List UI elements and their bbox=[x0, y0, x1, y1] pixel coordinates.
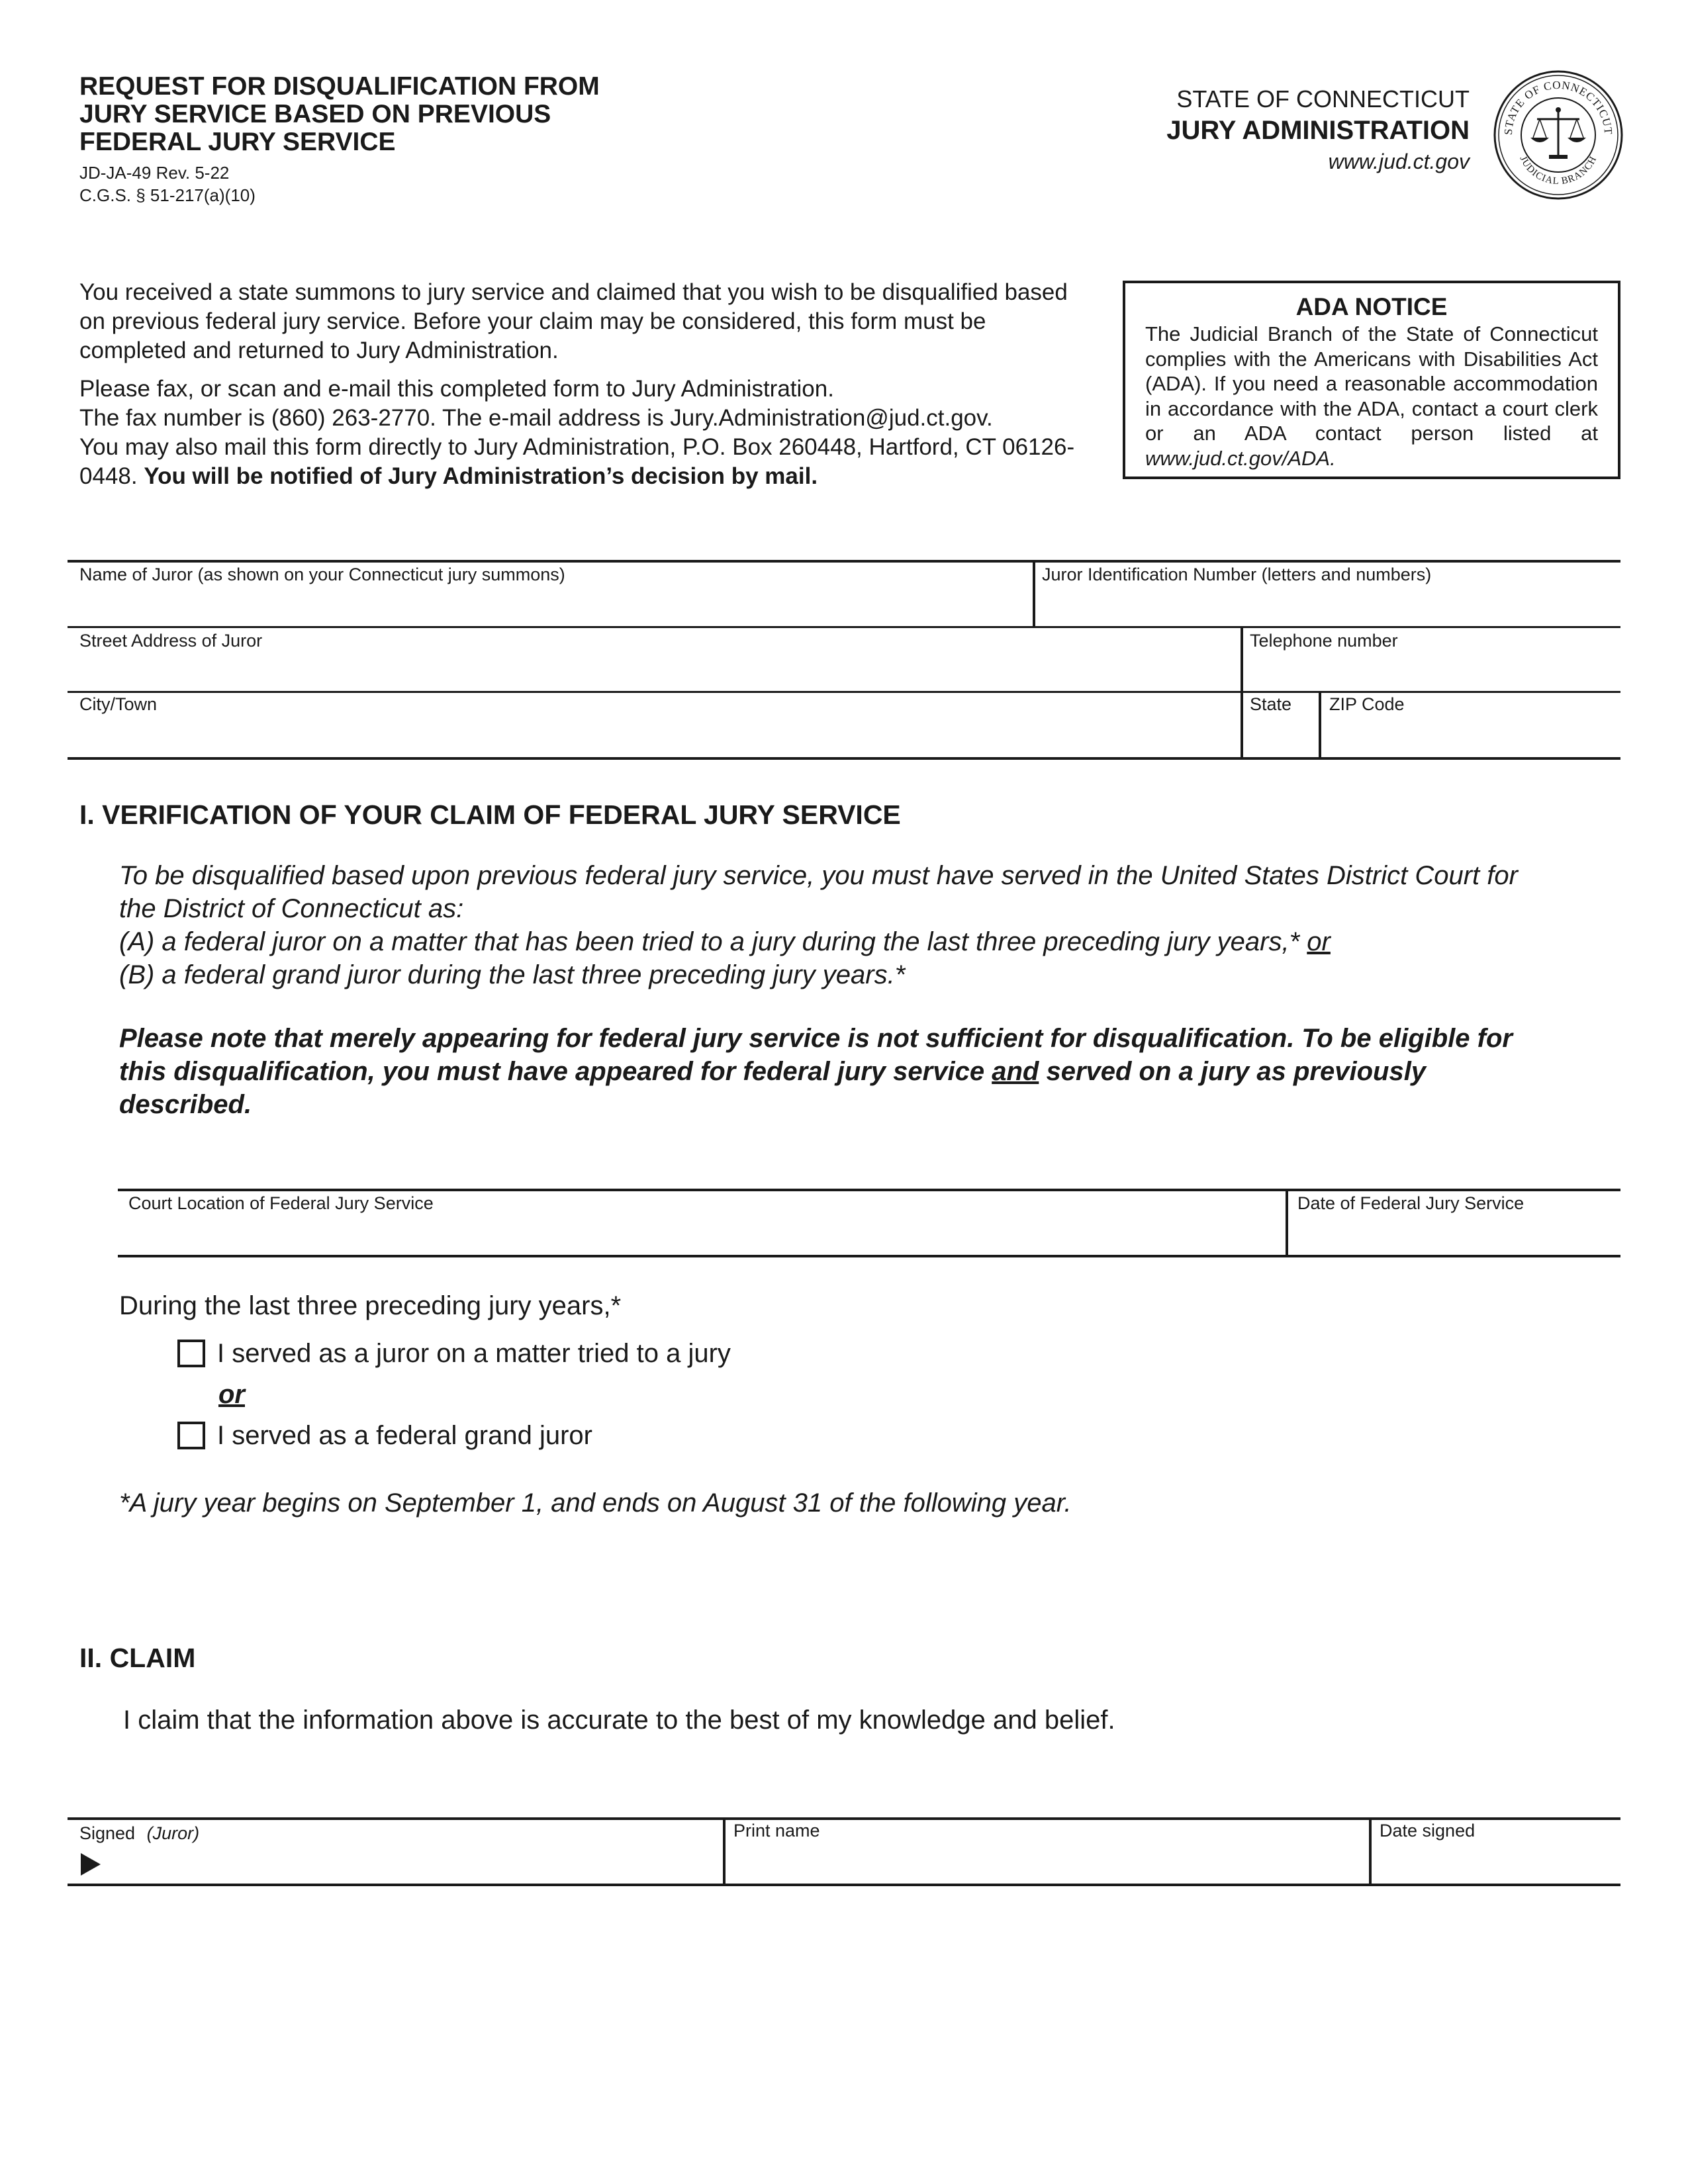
grid-line bbox=[68, 691, 1620, 693]
intro-paragraph-1: You received a state summons to jury service and claimed that you wish to be disqualified based on previous federal jury service. Before your claim may be considered, this form must be completed and returned to Jury Administration. bbox=[79, 279, 1068, 363]
agency-block bbox=[1166, 85, 1470, 176]
state-label: State bbox=[1250, 694, 1292, 714]
instructions-or: or bbox=[1307, 927, 1331, 956]
section-1-instructions bbox=[119, 859, 1602, 991]
grid-divider bbox=[1241, 626, 1243, 758]
seal-bottom-text: JUDICIAL BRANCH bbox=[1517, 154, 1599, 187]
intro-mail-line: You may also mail this form directly to Jury Administration, P.O. Box 260448, Hartford, CT 06126-0448. bbox=[79, 434, 1075, 489]
seal-top-text: STATE OF CONNECTICUT bbox=[1501, 78, 1615, 136]
signed-role: (Juror) bbox=[146, 1823, 200, 1843]
form-title-line-2: JURY SERVICE BASED ON PREVIOUS bbox=[79, 100, 551, 128]
print-name-input[interactable] bbox=[729, 1844, 1365, 1882]
section-2-heading: II. CLAIM bbox=[79, 1643, 196, 1673]
form-meta bbox=[79, 161, 256, 206]
instructions-line-2: the District of Connecticut as: bbox=[119, 894, 464, 923]
state-input[interactable] bbox=[1247, 716, 1316, 756]
grid-divider bbox=[1286, 1189, 1288, 1256]
grid-line bbox=[68, 560, 1620, 563]
intro-notification: You will be notified of Jury Administration’s decision by mail. bbox=[144, 463, 818, 489]
note-line-2-end: served on a jury as previously bbox=[1046, 1057, 1427, 1086]
juror-id-input[interactable] bbox=[1039, 586, 1618, 625]
city-input[interactable] bbox=[73, 716, 1237, 756]
grid-line bbox=[68, 1884, 1620, 1886]
court-location-input[interactable] bbox=[123, 1215, 1282, 1253]
grand-juror-checkbox[interactable] bbox=[177, 1422, 205, 1449]
print-name-label: Print name bbox=[733, 1821, 820, 1841]
grand-juror-label: I served as a federal grand juror bbox=[217, 1421, 592, 1450]
ada-notice-box bbox=[1123, 281, 1620, 479]
service-date-input[interactable] bbox=[1293, 1215, 1618, 1253]
court-location-label: Court Location of Federal Jury Service bbox=[128, 1193, 434, 1213]
grid-divider bbox=[1319, 691, 1321, 758]
ada-notice-text: The Judicial Branch of the State of Connecticut complies with the Americans with Disabilities Act (ADA). If you need a reasonable accommodation in accordance with the ADA, contact a court clerk or an ADA contact person listed at bbox=[1145, 322, 1598, 445]
telephone-input[interactable] bbox=[1247, 653, 1618, 690]
instructions-line-1: To be disqualified based upon previous federal jury service, you must have served in the United States District Court for bbox=[119, 861, 1518, 890]
claim-statement: I claim that the information above is accurate to the best of my knowledge and belief. bbox=[123, 1706, 1115, 1735]
juror-name-label: Name of Juror (as shown on your Connecticut jury summons) bbox=[79, 565, 565, 584]
date-signed-label: Date signed bbox=[1380, 1821, 1476, 1841]
jury-year-footnote: *A jury year begins on September 1, and ends on August 31 of the following year. bbox=[119, 1488, 1072, 1518]
intro-text bbox=[79, 278, 1086, 500]
juror-id-label: Juror Identification Number (letters and numbers) bbox=[1042, 565, 1432, 584]
note-and: and bbox=[992, 1057, 1039, 1086]
zip-input[interactable] bbox=[1325, 716, 1618, 756]
grid-line bbox=[118, 1189, 1620, 1191]
grid-line bbox=[68, 626, 1620, 628]
instructions-line-4: (B) a federal grand juror during the last three preceding jury years.* bbox=[119, 960, 906, 989]
city-label: City/Town bbox=[79, 694, 158, 714]
intro-paragraph-2 bbox=[79, 375, 1086, 491]
signed-text: Signed bbox=[79, 1823, 136, 1843]
agency-website: www.jud.ct.gov bbox=[1328, 150, 1470, 173]
signature-arrow-icon bbox=[81, 1853, 101, 1876]
grid-divider bbox=[723, 1817, 726, 1885]
ada-notice-body bbox=[1145, 322, 1598, 471]
ada-notice-link[interactable]: www.jud.ct.gov/ADA. bbox=[1145, 446, 1336, 470]
juror-tried-matter-label: I served as a juror on a matter tried to a jury bbox=[217, 1339, 731, 1368]
section-1-eligibility-note bbox=[119, 1022, 1602, 1121]
section-1-heading: I. VERIFICATION OF YOUR CLAIM OF FEDERAL JURY SERVICE bbox=[79, 799, 901, 830]
statute-reference: C.G.S. § 51-217(a)(10) bbox=[79, 185, 256, 205]
grid-line bbox=[118, 1255, 1620, 1257]
note-line-1: Please note that merely appearing for federal jury service is not sufficient for disqualification. To be eligible for bbox=[119, 1024, 1513, 1053]
instructions-option-a: (A) a federal juror on a matter that has been tried to a jury during the last three preceding jury years,* bbox=[119, 927, 1300, 956]
note-line-2-start: this disqualification, you must have appeared for federal jury service bbox=[119, 1057, 985, 1086]
form-number: JD-JA-49 Rev. 5-22 bbox=[79, 163, 230, 183]
grid-line bbox=[68, 757, 1620, 760]
juror-name-input[interactable] bbox=[73, 586, 1029, 625]
juror-tried-matter-checkbox[interactable] bbox=[177, 1340, 205, 1367]
intro-contact-line: The fax number is (860) 263-2770. The e-mail address is Jury.Administration@jud.ct.gov. bbox=[79, 405, 993, 431]
form-title bbox=[79, 73, 728, 156]
form-title-line-1: REQUEST FOR DISQUALIFICATION FROM bbox=[79, 72, 600, 101]
street-address-label: Street Address of Juror bbox=[79, 631, 263, 651]
grid-divider bbox=[1033, 560, 1035, 626]
intro-fax-email-line: Please fax, or scan and e-mail this completed form to Jury Administration. bbox=[79, 376, 834, 402]
agency-name: JURY ADMINISTRATION bbox=[1166, 116, 1470, 145]
judicial-branch-seal-icon bbox=[1492, 69, 1624, 201]
zip-label: ZIP Code bbox=[1329, 694, 1405, 714]
street-address-input[interactable] bbox=[73, 653, 1237, 690]
signature-input[interactable] bbox=[109, 1848, 719, 1882]
ada-notice-title: ADA NOTICE bbox=[1295, 293, 1448, 320]
note-line-2 bbox=[119, 1055, 1602, 1088]
agency-state: STATE OF CONNECTICUT bbox=[1176, 85, 1470, 113]
form-title-line-3: FEDERAL JURY SERVICE bbox=[79, 128, 396, 156]
date-signed-input[interactable] bbox=[1376, 1844, 1618, 1882]
service-date-label: Date of Federal Jury Service bbox=[1297, 1193, 1524, 1213]
during-prompt: During the last three preceding jury years,* bbox=[119, 1291, 622, 1320]
note-line-3: described. bbox=[119, 1090, 252, 1119]
instructions-line-3 bbox=[119, 925, 1602, 958]
telephone-label: Telephone number bbox=[1250, 631, 1398, 651]
signed-label bbox=[79, 1823, 199, 1844]
grid-divider bbox=[1369, 1817, 1372, 1885]
options-or: or bbox=[218, 1380, 245, 1409]
